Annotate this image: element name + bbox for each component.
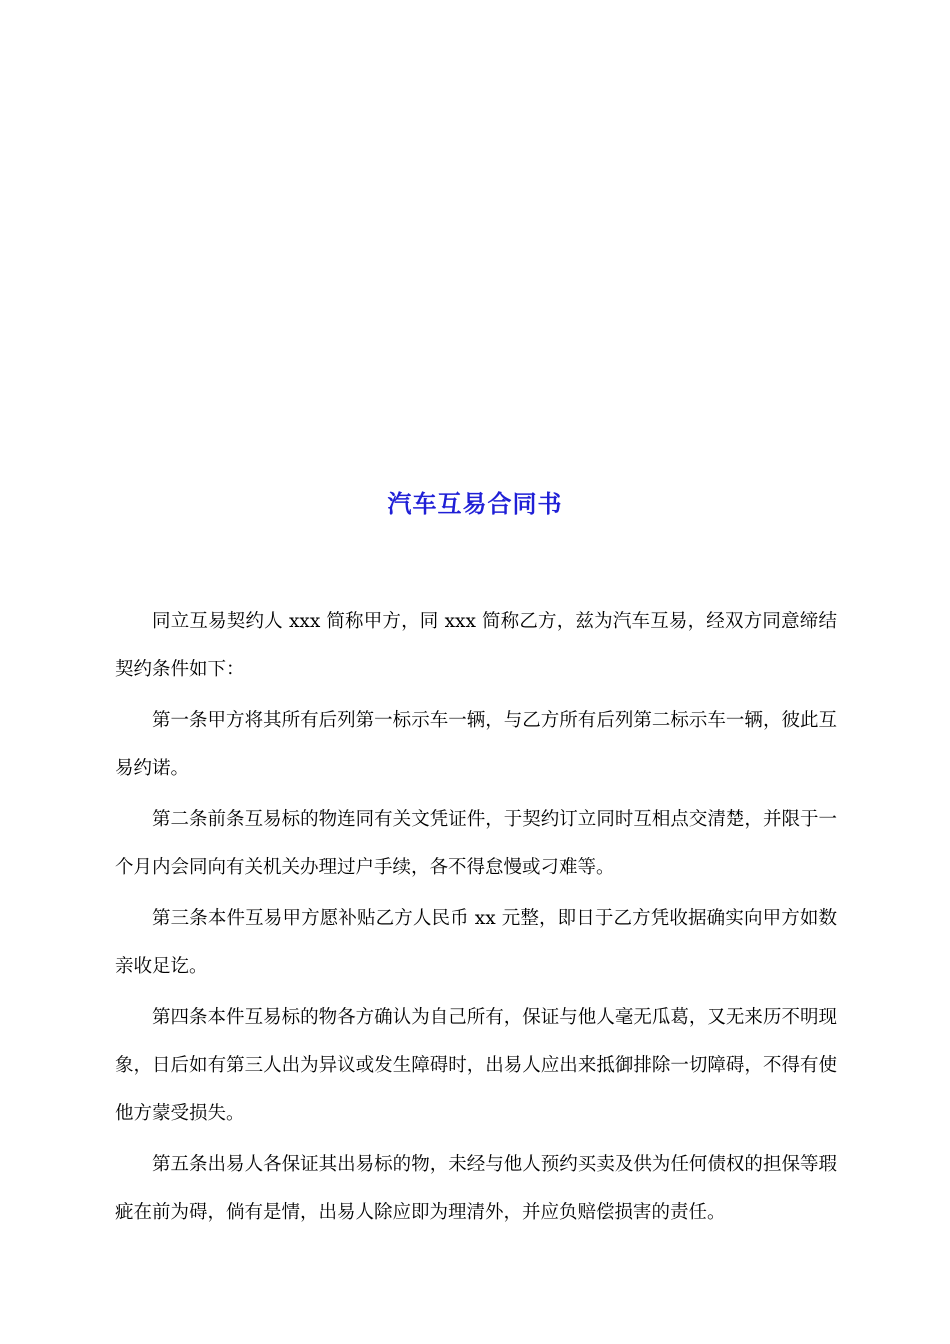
paragraph-article-2: 第二条前条互易标的物连同有关文凭证件，于契约订立同时互相点交清楚，并限于一个月内会同向有关机关办理过户手续，各不得怠慢或刁难等。 <box>115 809 837 878</box>
paragraph-article-5: 第五条出易人各保证其出易标的物，未经与他人预约买卖及供为任何债权的担保等瑕疵在前为碍，倘有是情，出易人除应即为理清外，并应负赔偿损害的责任。 <box>115 1154 837 1223</box>
paragraph-article-4: 第四条本件互易标的物各方确认为自己所有，保证与他人毫无瓜葛，又无来历不明现象，日后如有第三人出为异议或发生障碍时，出易人应出来抵御排除一切障碍，不得有使他方蒙受损失。 <box>115 1007 837 1124</box>
paragraph-intro: 同立互易契约人 xxx 简称甲方，同 xxx 简称乙方，兹为汽车互易，经双方同意缔结契约条件如下： <box>115 611 837 680</box>
paragraph-article-3: 第三条本件互易甲方愿补贴乙方人民币 xx 元整，即日于乙方凭收据确实向甲方如数亲收足讫。 <box>115 908 837 977</box>
document-title: 汽车互易合同书 <box>387 489 563 518</box>
document-body <box>115 598 837 1240</box>
paragraph-article-1: 第一条甲方将其所有后列第一标示车一辆，与乙方所有后列第二标示车一辆，彼此互易约诺。 <box>115 710 837 779</box>
